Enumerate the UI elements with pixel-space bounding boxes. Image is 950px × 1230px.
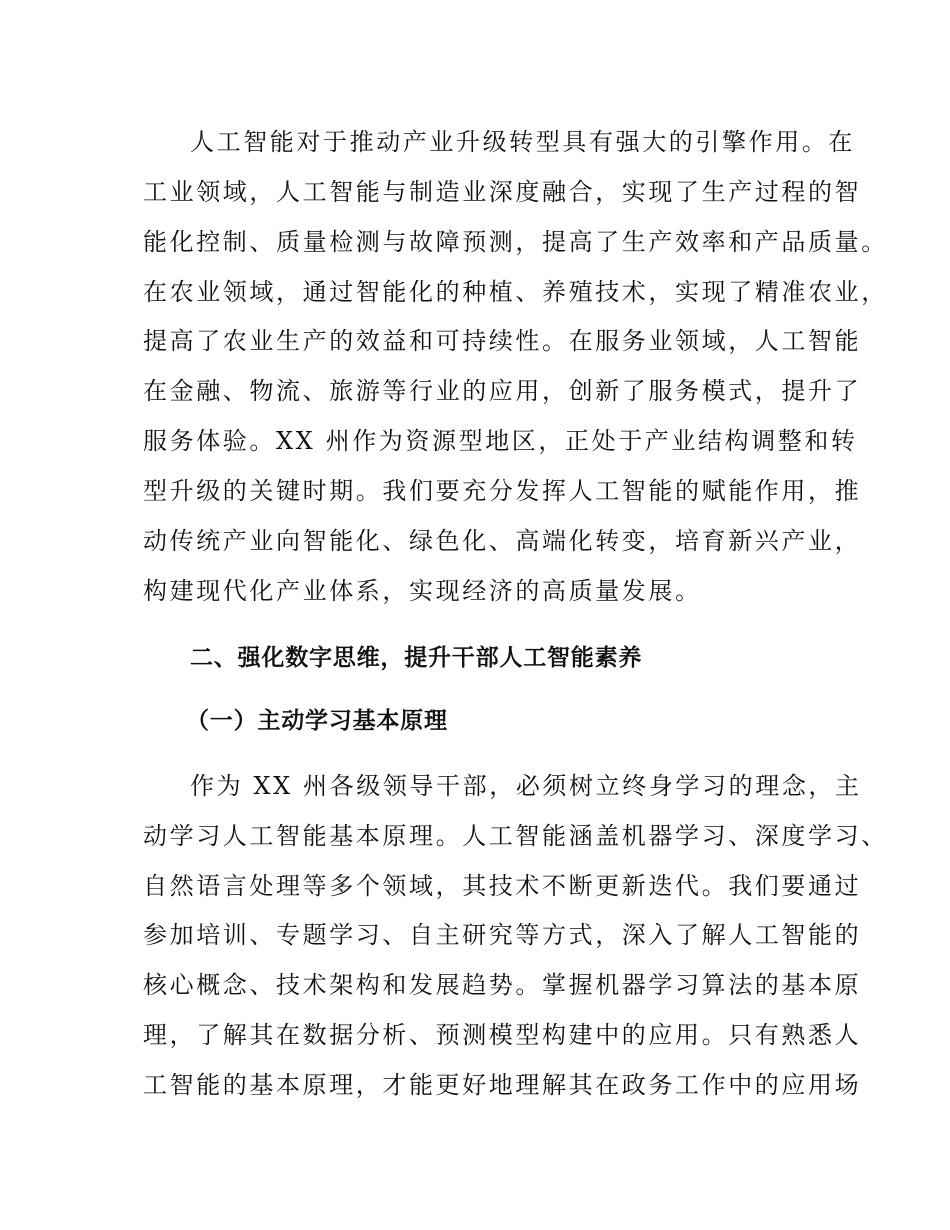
text-line: 动传统产业向智能化、绿色化、高端化转变，培育新兴产业， <box>143 527 862 555</box>
subsection-heading: （一）主动学习基本原理 <box>186 708 448 734</box>
text-line: 自然语言处理等多个领域，其技术不断更新迭代。我们要通过 <box>143 872 862 900</box>
section-heading: 二、强化数字思维，提升干部人工智能素养 <box>190 645 643 671</box>
text-line: 参加培训、专题学习、自主研究等方式，深入了解人工智能的 <box>143 921 862 949</box>
text-line: 服务体验。XX 州作为资源型地区，正处于产业结构调整和转 <box>143 427 858 455</box>
text-line: 在金融、物流、旅游等行业的应用，创新了服务模式，提升了 <box>143 377 862 405</box>
text-line: 作为 XX 州各级领导干部，必须树立终身学习的理念，主 <box>190 772 862 800</box>
text-line: 提高了农业生产的效益和可持续性。在服务业领域，人工智能 <box>143 327 862 355</box>
text-line: 理，了解其在数据分析、预测模型构建中的应用。只有熟悉人 <box>143 1021 862 1049</box>
text-line: 构建现代化产业体系，实现经济的高质量发展。 <box>143 577 702 605</box>
text-line: 能化控制、质量检测与故障预测，提高了生产效率和产品质量。 <box>143 228 888 256</box>
text-line: 工业领域，人工智能与制造业深度融合，实现了生产过程的智 <box>143 178 862 206</box>
text-line: 工智能的基本原理，才能更好地理解其在政务工作中的应用场 <box>143 1071 862 1099</box>
text-line: 核心概念、技术架构和发展趋势。掌握机器学习算法的基本原 <box>143 971 862 999</box>
text-line: 型升级的关键时期。我们要充分发挥人工智能的赋能作用，推 <box>143 477 862 505</box>
text-line: 在农业领域，通过智能化的种植、养殖技术，实现了精准农业， <box>143 278 888 306</box>
text-line: 人工智能对于推动产业升级转型具有强大的引擎作用。在 <box>190 128 855 156</box>
text-line: 动学习人工智能基本原理。人工智能涵盖机器学习、深度学习、 <box>143 822 888 850</box>
